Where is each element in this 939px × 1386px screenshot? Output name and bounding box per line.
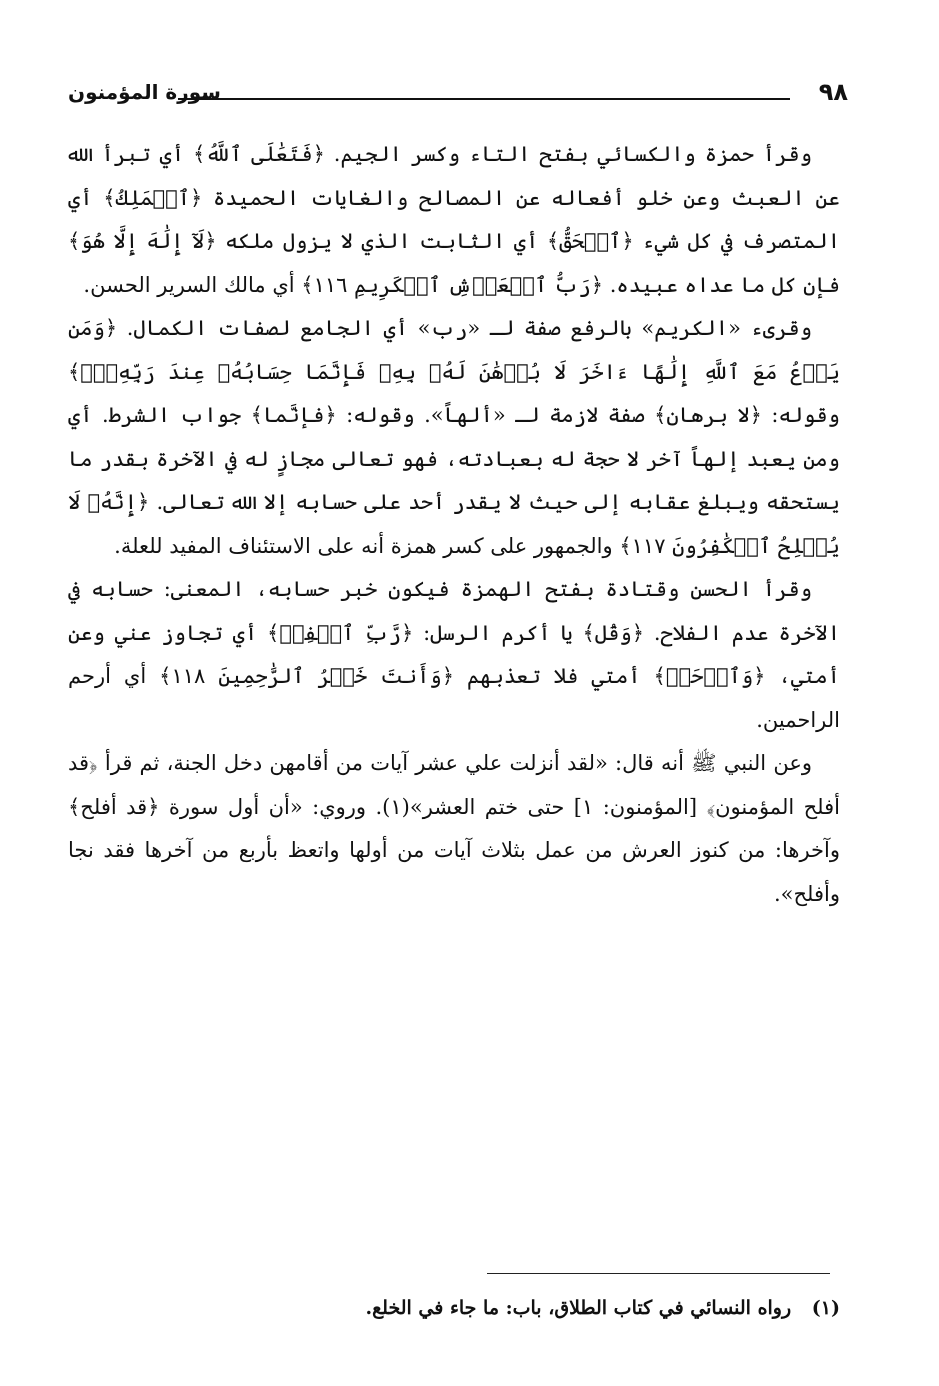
running-title: سورة المؤمنون	[68, 80, 221, 104]
paragraph-3: وقرأ الحسن وقتادة بفتح الهمزة فيكون خبر حسابه، المعنى: حسابه في الآخرة عدم الفلاح. ﴿وَقُل﴾ يا أكرم الرسل: ﴿رَّبِّ ٱغۡفِرۡ﴾ أي تجاوز عني وعن أمتي، ﴿وَٱرۡحَمۡ﴾ أمتي فلا تعذبهم ﴿وَأَنتَ خَيۡرُ ٱلرَّٰحِمِينَ ١١٨﴾ أي أرحم الراحمين.	[68, 577, 840, 732]
page-number: ٩٨	[818, 78, 848, 106]
header-rule	[178, 98, 790, 100]
footnote-rule	[487, 1273, 830, 1274]
paragraph-2: وقرىء «الكريم» بالرفع صفة لـ «رب» أي الجامع لصفات الكمال. ﴿وَمَن يَدۡعُ مَعَ ٱللَّهِ إِلَٰهًا ءَاخَرَ لَا بُرۡهَٰنَ لَهُۥ بِهِۦ فَإِنَّمَا حِسَابُهُۥ عِندَ رَبِّهِۦٓۚ﴾ وقوله: ﴿لا برهان﴾ صفة لازمة لـ «ألهاً». وقوله: ﴿فإنَّما﴾ جواب الشرط. أي ومن يعبد إلهاً آخر لا حجة له بعبادته، فهو تعالى مجازٍ له في الآخرة بقدر ما يستحقه ويبلغ عقابه إلى حيث لا يقدر أحد على حسابه إلا الله تعالى. ﴿إِنَّهُۥ لَا يُفۡلِحُ ٱلۡكَٰفِرُونَ ١١٧﴾ والجمهور على كسر همزة أنه على الاستئناف المفيد للعلة.	[68, 316, 840, 558]
footnote-number: (١)	[811, 1297, 840, 1319]
paragraph-4: وعن النبي ﷺ أنه قال: «لقد أنزلت علي عشر آيات من أقامهن دخل الجنة، ثم قرأ ﴿قد أفلح المؤمنون﴾ [المؤمنون: ١] حتى ختم العشر»(١). وروي: «أن أول سورة ﴿قد أفلح﴾ وآخرها: من كنوز العرش من عمل بثلاث آيات من أولها واتعظ بأربع من آخرها فقد نجا وأفلح».	[68, 751, 840, 906]
paragraph-1: وقرأ حمزة والكسائي بفتح التاء وكسر الجيم. ﴿فَتَعَٰلَى ٱللَّهُ﴾ أي تبرأ الله عن العبث وعن خلو أفعاله عن المصالح والغايات الحميدة ﴿ٱلۡمَلِكُ﴾ أي المتصرف في كل شيء ﴿ٱلۡحَقُّ﴾ أي الثابت الذي لا يزول ملكه ﴿لَآ إِلَٰهَ إِلَّا هُوَ﴾ فإن كل ما عداه عبيده. ﴿رَبُّ ٱلۡعَرۡشِ ٱلۡكَرِيمِ ١١٦﴾ أي مالك السرير الحسن.	[68, 142, 840, 297]
footnote	[100, 1293, 840, 1323]
page-body	[68, 133, 840, 916]
page-header	[68, 78, 848, 112]
footnote-text: رواه النسائي في كتاب الطلاق، باب: ما جاء في الخلع.	[365, 1297, 792, 1319]
